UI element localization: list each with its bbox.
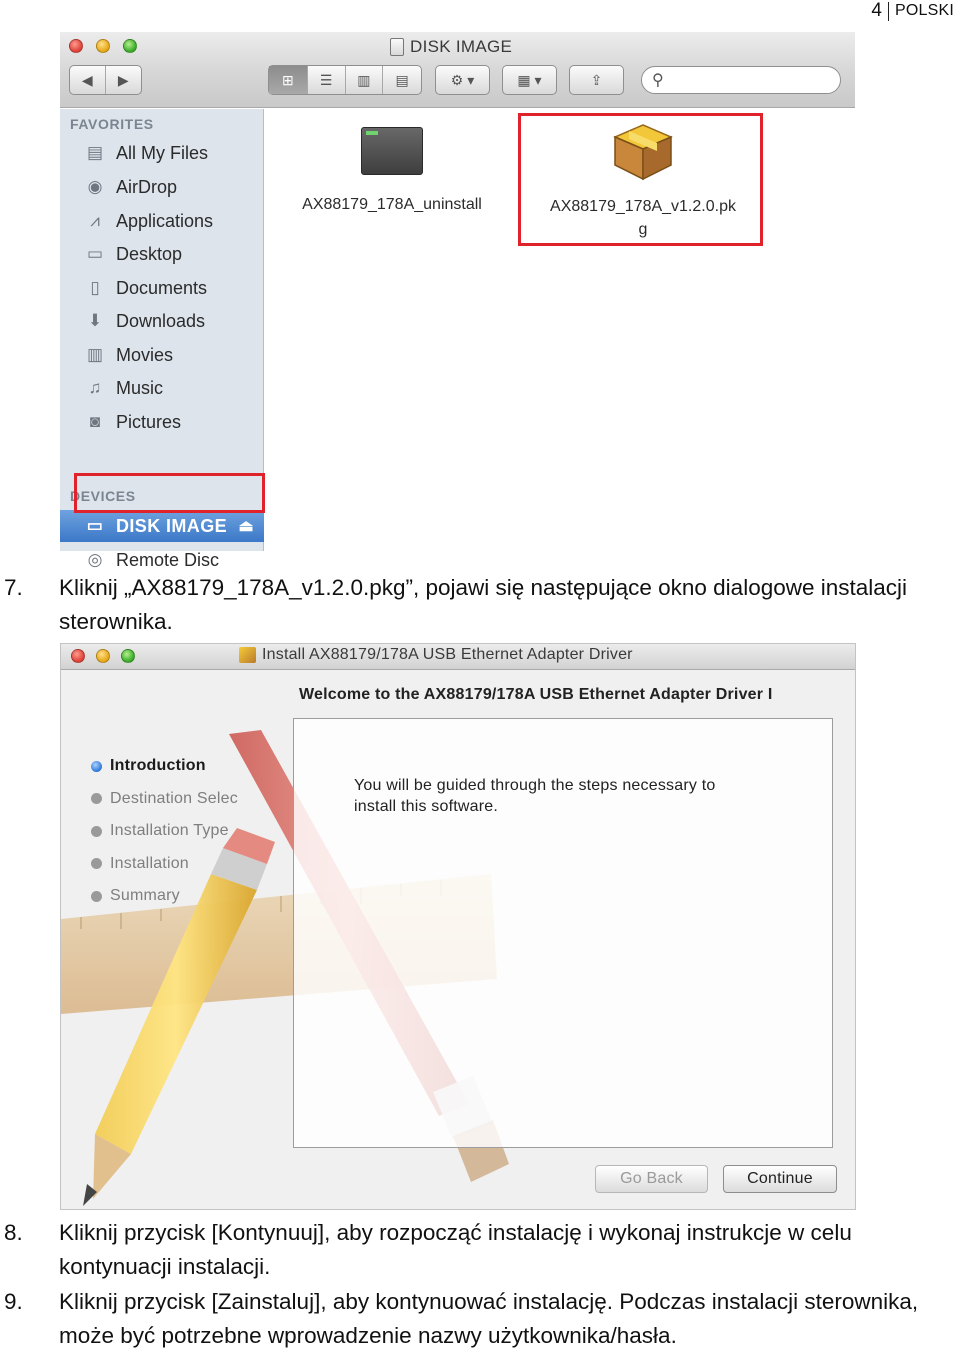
sidebar-item-applications[interactable] <box>60 206 264 236</box>
step-installation-type <box>91 815 238 848</box>
file-name: AX88179_178A_v1.2.0.pk <box>550 198 736 215</box>
installer-titlebar <box>61 644 855 670</box>
current-step-bullet-icon <box>91 761 102 772</box>
all-files-icon: ▤ <box>86 143 104 162</box>
step-label: Introduction <box>110 757 206 775</box>
eject-icon[interactable]: ⏏ <box>238 518 254 535</box>
desktop-icon: ▭ <box>86 244 104 263</box>
close-window-button[interactable] <box>69 39 83 53</box>
sidebar-item-downloads[interactable] <box>60 306 264 336</box>
step-number: 8. <box>4 1220 23 1245</box>
list-view-icon[interactable]: ☰ <box>308 66 346 94</box>
body-line: install this software. <box>354 798 499 815</box>
favorites-heading: FAVORITES <box>70 116 154 132</box>
nav-buttons <box>69 65 142 95</box>
finder-toolbar <box>60 32 855 108</box>
step-7 <box>0 571 960 641</box>
file-name: AX88179_178A_uninstall <box>302 196 482 213</box>
view-mode-buttons <box>268 65 422 95</box>
sidebar-item-label: Pictures <box>116 411 182 432</box>
step-label: Installation <box>110 854 189 872</box>
step-introduction <box>91 750 238 783</box>
step-text: Kliknij przycisk [Zainstaluj], aby kontynuować instalację. Podczas instalacji sterownika, może być potrzebne wprowadzenie nazwy użytkownika/hasła. <box>59 1289 919 1348</box>
sidebar-item-label: Downloads <box>116 310 206 331</box>
sidebar-item-documents[interactable] <box>60 273 264 303</box>
share-icon: ⇪ <box>590 71 603 88</box>
search-input[interactable] <box>641 66 841 94</box>
sidebar-item-label: All My Files <box>116 142 209 163</box>
minimize-window-button[interactable] <box>96 39 110 53</box>
sidebar-item-pictures[interactable] <box>60 407 264 437</box>
sidebar-item-label: Desktop <box>116 243 183 264</box>
music-note-icon: ♫ <box>88 378 102 397</box>
page-number: 4 <box>871 0 882 21</box>
section-title: POLSKI <box>894 2 954 19</box>
page-header <box>871 0 954 22</box>
step-9 <box>0 1285 960 1355</box>
step-bullet-icon <box>91 858 102 869</box>
installer-body-text <box>354 775 715 817</box>
search-icon: ⚲ <box>652 72 664 89</box>
header-separator <box>888 2 889 21</box>
sidebar-item-desktop[interactable] <box>60 239 264 269</box>
step-bullet-icon <box>91 891 102 902</box>
uninstall-file[interactable] <box>285 127 499 214</box>
finder-title <box>390 36 512 58</box>
sidebar-item-label: Documents <box>116 277 208 298</box>
step-label: Summary <box>110 887 180 905</box>
step-bullet-icon <box>91 826 102 837</box>
disk-icon: ▭ <box>86 516 104 535</box>
arrange-menu-button[interactable] <box>502 65 557 95</box>
file-name-wrap: g <box>638 221 648 238</box>
finder-title-text: DISK IMAGE <box>410 37 513 56</box>
icon-view-icon[interactable]: ⊞ <box>269 66 308 94</box>
cover-flow-icon[interactable]: ▤ <box>395 71 409 88</box>
close-window-button[interactable] <box>71 649 85 663</box>
sidebar-item-disk-image[interactable] <box>60 510 264 542</box>
disk-image-highlight-box <box>74 473 265 513</box>
installer-steps <box>91 750 238 913</box>
pkg-highlight-box <box>518 113 763 246</box>
sidebar-item-label: Music <box>116 377 164 398</box>
step-text: Kliknij przycisk [Kontynuuj], aby rozpocząć instalację i wykonaj instrukcje w celu kontynuacji instalacji. <box>59 1220 852 1279</box>
go-back-button[interactable]: Go Back <box>595 1165 708 1193</box>
sidebar-item-movies[interactable] <box>60 340 264 370</box>
step-number: 7. <box>4 575 23 600</box>
step-number: 9. <box>4 1289 23 1314</box>
back-arrow-icon[interactable]: ◀ <box>70 66 106 94</box>
movies-icon: ▥ <box>86 345 104 364</box>
action-menu-button[interactable] <box>435 65 490 95</box>
zoom-window-button[interactable] <box>121 649 135 663</box>
step-bullet-icon <box>91 793 102 804</box>
step-summary <box>91 880 238 913</box>
column-view-icon[interactable]: ▥ <box>346 66 384 94</box>
documents-icon: ▯ <box>90 278 100 297</box>
sidebar-item-label: AirDrop <box>116 176 178 197</box>
minimize-window-button[interactable] <box>96 649 110 663</box>
share-button[interactable] <box>569 65 624 95</box>
step-8 <box>0 1216 960 1286</box>
step-destination <box>91 783 238 816</box>
package-icon <box>239 647 256 663</box>
sidebar-item-all-my-files[interactable] <box>60 138 264 168</box>
executable-icon <box>361 127 423 175</box>
sidebar-item-label: Movies <box>116 344 174 365</box>
step-installation <box>91 848 238 881</box>
gear-icon: ⚙ ▾ <box>450 71 475 88</box>
disc-icon: ◎ <box>87 550 103 569</box>
installer-window <box>60 643 856 1210</box>
arrange-icon: ▦ ▾ <box>517 71 542 88</box>
disk-image-icon <box>390 38 404 56</box>
forward-arrow-icon[interactable]: ▶ <box>117 71 129 88</box>
installer-title-text: Install AX88179/178A USB Ethernet Adapter Driver <box>262 646 633 663</box>
installer-content-panel <box>293 718 833 1148</box>
body-line: You will be guided through the steps necessary to <box>354 777 716 794</box>
step-label: Destination Selec <box>110 789 238 807</box>
sidebar-item-label: DISK IMAGE <box>116 515 228 536</box>
installer-title <box>239 646 633 664</box>
sidebar-item-label: Remote Disc <box>116 549 220 570</box>
zoom-window-button[interactable] <box>123 39 137 53</box>
step-text: Kliknij „AX88179_178A_v1.2.0.pkg”, pojawi się następujące okno dialogowe instalacji sterownika. <box>59 575 908 634</box>
applications-icon: ⩘ <box>90 211 100 230</box>
sidebar-item-label: Applications <box>116 210 214 231</box>
sidebar-item-music[interactable] <box>60 373 264 403</box>
camera-icon: ◙ <box>89 412 101 431</box>
sidebar-item-airdrop[interactable] <box>60 172 264 202</box>
step-label: Installation Type <box>110 822 229 840</box>
airdrop-icon: ◉ <box>87 177 103 196</box>
continue-button[interactable]: Continue <box>723 1165 837 1193</box>
downloads-icon: ⬇ <box>87 311 103 330</box>
devices-heading: DEVICES <box>70 488 136 504</box>
installer-heading: Welcome to the AX88179/178A USB Ethernet Adapter Driver I <box>299 686 773 703</box>
